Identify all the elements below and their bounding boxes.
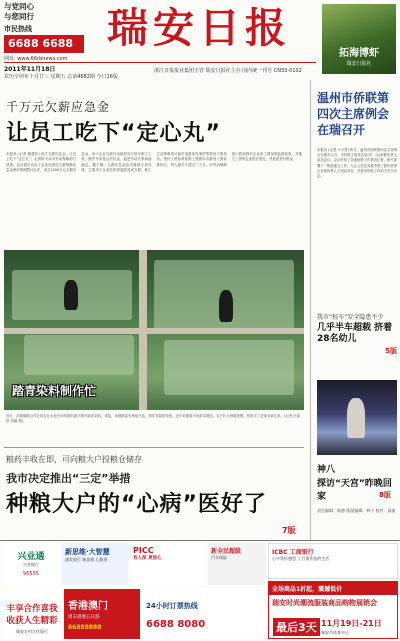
ad-title: 兴业通 [17,552,45,562]
ad-sub: 浦发银行 新思维 心服务 [65,557,108,562]
ad-tel: 96555 [23,571,39,577]
ad-sub: 兴业银行 [23,562,39,567]
right-headline[interactable]: 温州市侨联第四次主席例会在瑞召开 [317,91,390,137]
ad-title: 24小时订票热线 [146,602,198,610]
photo-teaser-title: 神八 [317,465,336,475]
right-column [310,80,398,540]
ad-industrial-bank[interactable] [2,543,60,585]
teaser-label: 我市“校车”安全隐患不少 [317,314,384,321]
edition-promo[interactable] [322,4,396,74]
ad-title: 新思维·大智慧 [65,548,110,556]
pond-wall [4,328,304,334]
edition-promo-sub: 瑞安日报社 [346,61,372,67]
pond-shape [24,335,134,375]
story2-subhead: 我市决定推出“三定”举措 [6,472,131,485]
ad-title: 香港澳门 [68,601,108,612]
ad-title: 新全民超级 [211,548,242,555]
edition-promo-title: 拓海博虾 [339,48,379,59]
right-body: 本报讯 (记者 卢小青) 昨日，温州市侨联第四次主席例会在我市召开。市侨联主席及各县(市、区)侨联负责人参加会议。会议听取了各地侨联工作情况汇报，研究部署下一阶段重点工作。与会人员还实地考察了我市侨界企业和侨界人士创业项目，对我市侨联工作给予充分肯定。 [317,148,397,179]
teaser-headline: 几乎半车超载 挤着28名幼儿 [317,323,393,344]
ad-hk-travel[interactable] [64,589,140,639]
lead-body: 本报讯 (记者 陈建东) 设立欠薪应急金，让员工吃下“定心丸”。记者昨天从市劳动保障部门获悉，近日我市出台了企业经营性欠薪保障应急金使用管理暂行办法，设立1000万元欠薪应急金，用于企业欠薪后由政府先行垫付职工工资，维护劳动者合法权益，促进劳动关系和谐稳定。据了解，欠薪应急金由市财政专项安排，主要用于企业经营者逃匿造成欠薪，职工生活困难或可能引发群体性事件等情况下的垫付。垫付工资标准原则上按照本市最低工资标准执行，每人最长不超过三个月。市劳动保障部门将加强对企业用工情况的监督检查，对拖欠工资的企业依法查处，并追偿垫付资金。 [6,152,302,172]
story2-page-ref[interactable]: 7版 [282,526,296,535]
ad-sub: 瑞安农村合作银行 [16,629,48,634]
lunar-date: 农历辛卯年十月廿三 星期五 [4,74,66,80]
ad-auto-insurance[interactable] [208,543,266,585]
lead-headline[interactable]: 让员工吃下“定心丸” [6,121,221,146]
issue-number: 总第4682期 今日16版 [67,74,118,80]
ad-sub: 周末港澳五日游 [68,615,100,620]
ad-sub: 汽车保险 [211,555,227,560]
ad-dates: 11月19日-21日 [321,619,382,628]
ad-badge: 最后3天 [273,618,320,636]
lead-photo[interactable] [4,250,304,410]
dateline [4,62,316,80]
ad-tel: 6688 8080 [146,619,206,630]
ad-rural-bank[interactable] [2,589,62,639]
date-sub [4,73,118,80]
slogan-1: 与党同心 [4,2,34,11]
spacecraft-photo[interactable] [317,380,397,455]
website: 网址: www.66rbnews.com [4,56,68,62]
story2-kicker: 粮药丰收在即，可向粮大户投粮仓储存 [6,455,142,464]
worker-figure [64,280,78,310]
ad-venue: 瑞安市体育中心 [321,630,349,635]
ad-air-tickets[interactable] [142,589,266,639]
photo-teaser-page-ref[interactable]: 8版 [379,491,391,499]
publisher-info: 浙江日报报业集团主管 瑞安日报社主办 国内统一刊号 CN33-0102 [154,68,302,74]
photo-caption-title: 踏青染料制作忙 [12,384,97,398]
ad-title: 丰享合作喜我 收获人生精彩 [6,604,58,626]
section-divider [4,447,304,448]
story2-headline[interactable]: 种粮大户的“心病”医好了 [6,492,267,517]
teaser-page-ref[interactable]: 5版 [385,347,397,355]
date: 2011年11月18日 [4,66,56,73]
spacecraft-shape [347,398,365,438]
photo-teaser-subtitle: 探访“天宫”昨晚回家 [317,479,392,502]
photo-caption: 近日，高楼镇联合作社林农在水池中用传统的做法制作踏青染料。青靛，高楼镇素有种植马蓝、制作青靛的传统，近年来随着市场需求增加，农户扩大种植规模，传统手工艺焕发新生机。(记者 汪丽婷 郑鹏 摄) [6,414,300,423]
ad-fashion-fair[interactable] [268,581,398,639]
ad-icbc[interactable] [268,543,398,579]
ad-title: PICC [133,546,154,555]
worker-figure [219,290,233,322]
ad-sub: 心中常怀感恩 工行情系您的生活 [272,556,330,561]
masthead-left [4,2,84,62]
ad-spd-bank[interactable] [62,543,128,585]
ad-title: 瑞安时尚潮流服装商品购物展销会 [272,599,377,607]
ad-tel: 66888888 [68,624,102,631]
teaser-box[interactable] [317,312,397,364]
pond-shape [164,340,294,395]
hotline-label: 市民热线 [4,25,32,33]
ad-band [0,540,400,641]
lead-kicker: 千万元欠薪应急金 [6,100,111,114]
hotline-number: 6688 6688 [4,35,84,53]
ad-top-banner: 全场商品1折起，震撼低价 [269,582,397,595]
slogan-2: 与您同行 [4,12,34,21]
ad-picc[interactable] [130,543,206,585]
editor-credits: 责任编辑：陈德 版面编辑：林宁 校对：高丽 [317,508,396,513]
ad-sub: 有人保 更放心 [133,556,162,561]
ad-title: ICBC 工商银行 [272,549,314,556]
newspaper-title: 瑞安日报 [107,4,291,52]
